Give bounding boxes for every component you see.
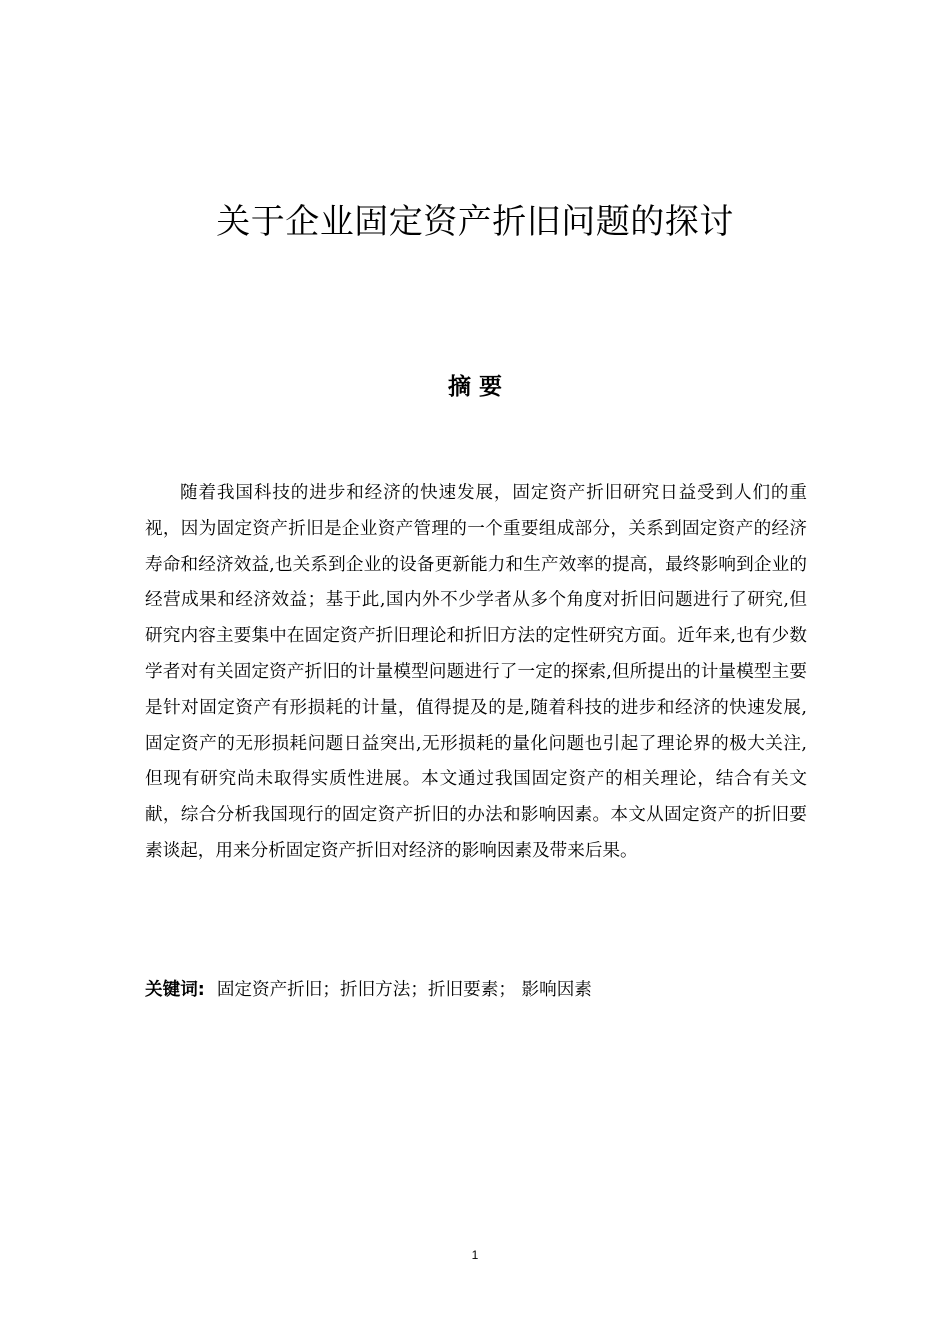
page-number: 1 (471, 1248, 479, 1262)
document-title: 关于企业固定资产折旧问题的探讨 (216, 202, 734, 242)
abstract-heading: 摘 要 (447, 374, 502, 400)
keywords-line (145, 973, 807, 1007)
keywords-list: 固定资产折旧；折旧方法；折旧要素； 影响因素 (216, 980, 592, 1000)
keywords-label: 关键词: (145, 980, 205, 1000)
abstract-paragraph: 随着我国科技的进步和经济的快速发展，固定资产折旧研究日益受到人们的重视，因为固定资产折旧是企业资产管理的一个重要组成部分，关系到固定资产的经济寿命和经济效益,也关系到企业的设备更新能力和生产效率的提高，最终影响到企业的经营成果和经济效益；基于此,国内外不少学者从多个角度对折旧问题进行了研究,但研究内容主要集中在固定资产折旧理论和折旧方法的定性研究方面。近年来,也有少数学者对有关固定资产折旧的计量模型问题进行了一定的探索,但所提出的计量模型主要是针对固定资产有形损耗的计量，值得提及的是,随着科技的进步和经济的快速发展,固定资产的无形损耗问题日益突出,无形损耗的量化问题也引起了理论界的极大关注,但现有研究尚未取得实质性进展。本文通过我国固定资产的相关理论，结合有关文献，综合分析我国现行的固定资产折旧的办法和影响因素。本文从固定资产的折旧要素谈起，用来分析固定资产折旧对经济的影响因素及带来后果。 (145, 483, 807, 861)
